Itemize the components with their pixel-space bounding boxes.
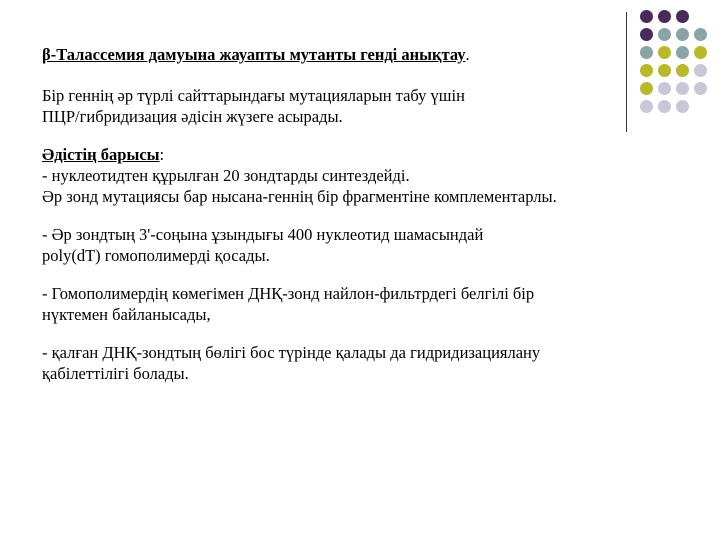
decorative-dot [658, 28, 671, 41]
method-heading-colon: : [159, 145, 165, 164]
method-paragraph [42, 144, 712, 207]
intro-line: Бір геннің әр түрлі сайттарындағы мутацияларын табу үшін [42, 86, 465, 105]
decorative-dot [676, 28, 689, 41]
step-line: - қалған ДНҚ-зондтың бөлігі бос түрінде қалады да гидридизациялану [42, 343, 541, 362]
step-line: нүктемен байланысады, [42, 305, 211, 324]
decorative-dot [676, 10, 689, 23]
step-line: - Гомополимердің көмегімен ДНҚ-зонд найлон-фильтрдегі белгілі бір [42, 284, 535, 303]
decorative-dot [658, 10, 671, 23]
step-line: қабілеттілігі болады. [42, 364, 189, 383]
title-period: . [465, 45, 470, 64]
slide-title [42, 44, 712, 65]
method-line: Әр зонд мутациясы бар нысана-геннің бір фрагментіне комплементарлы. [42, 187, 557, 206]
method-heading-line [42, 144, 712, 165]
title-text: β-Талассемия дамуына жауапты мутанты генді анықтау [42, 45, 466, 64]
step-line: poly(dT) гомополимерді қосады. [42, 246, 270, 265]
step-line: - Әр зондтың 3'-соңына ұзындығы 400 нуклеотид шамасындай [42, 225, 484, 244]
decorative-dot [640, 10, 653, 23]
intro-line: ПЦР/гибридизация әдісін жүзеге асырады. [42, 107, 343, 126]
decorative-dot [640, 28, 653, 41]
decorative-dot [694, 28, 707, 41]
intro-paragraph [42, 85, 712, 127]
method-heading: Әдістің барысы [42, 145, 160, 164]
slide-content [42, 44, 712, 401]
step-paragraph [42, 283, 712, 325]
method-line: - нуклеотидтен құрылған 20 зондтарды синтездейді. [42, 166, 410, 185]
step-paragraph [42, 342, 712, 384]
step-paragraph [42, 224, 712, 266]
